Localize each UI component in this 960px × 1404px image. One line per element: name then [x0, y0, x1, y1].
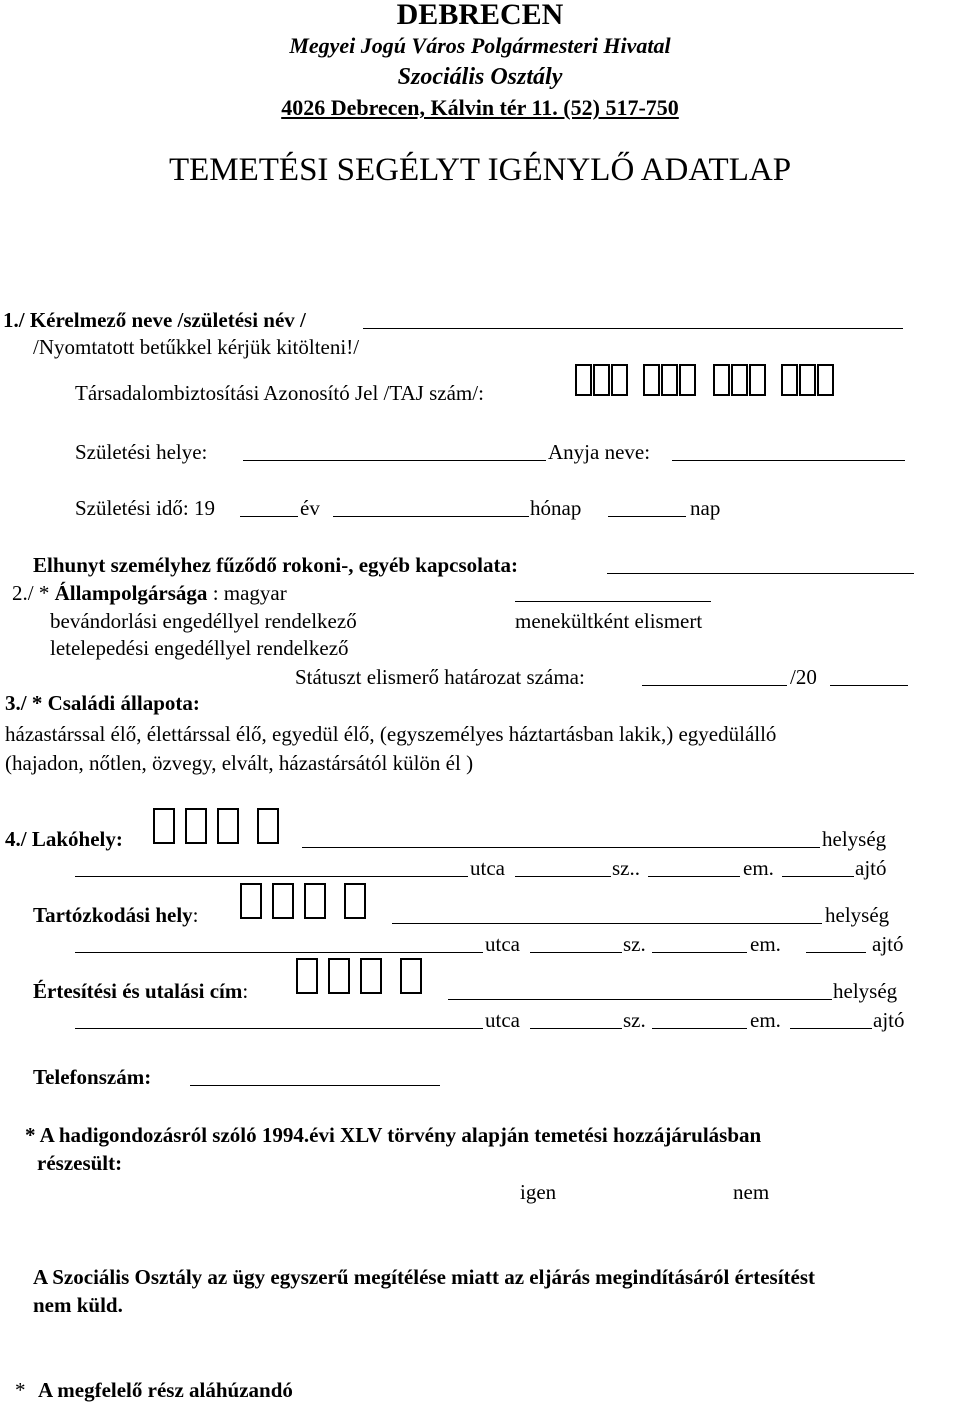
status-year-label: /20 — [790, 665, 817, 689]
citizenship-option-settled[interactable]: letelepedési engedéllyel rendelkező — [50, 636, 349, 660]
taj-digit-box[interactable] — [731, 364, 748, 396]
notification-address-label: Értesítési és utalási cím — [33, 979, 243, 1003]
phone-line[interactable] — [190, 1085, 440, 1086]
temp-residence-city-line[interactable] — [392, 923, 822, 924]
residence-zip-box[interactable] — [153, 808, 175, 844]
residence-label: 4./ Lakóhely: — [5, 827, 123, 851]
citizenship-row: 2./ * Állampolgársága : magyar — [12, 581, 287, 605]
residence-number-line[interactable] — [515, 876, 611, 877]
taj-digit-box[interactable] — [643, 364, 660, 396]
marital-status-options-line2[interactable]: (hajadon, nőtlen, özvegy, elvált, házastársától külön él ) — [5, 751, 474, 775]
print-note: /Nyomtatott betűkkel kérjük kitölteni!/ — [33, 335, 360, 359]
residence-city-line[interactable] — [302, 847, 820, 848]
war-benefit-question-line1: * A hadigondozásról szóló 1994.évi XLV törvény alapján temetési hozzájárulásban — [25, 1123, 762, 1147]
marital-status-options-line1[interactable]: házastárssal élő, élettárssal élő, egyedül élő, (egyszemélyes háztartásban lakik,) egyedülálló — [5, 722, 777, 746]
department-name: Szociális Osztály — [397, 64, 563, 90]
relation-label: Elhunyt személyhez fűződő rokoni-, egyéb kapcsolata: — [33, 553, 518, 577]
residence-number-label: sz.. — [612, 856, 640, 880]
notification-city-line[interactable] — [448, 999, 832, 1000]
office-address: 4026 Debrecen, Kálvin tér 11. (52) 517-750 — [281, 95, 679, 120]
form-title: TEMETÉSI SEGÉLYT IGÉNYLŐ ADATLAP — [168, 152, 792, 188]
temp-residence-row: Tartózkodási hely: — [33, 903, 199, 927]
temp-residence-label: Tartózkodási hely — [33, 903, 193, 927]
temp-residence-door-line[interactable] — [806, 952, 866, 953]
residence-door-label: ajtó — [855, 856, 887, 880]
taj-digit-box[interactable] — [593, 364, 610, 396]
temp-residence-street-label: utca — [485, 932, 520, 956]
applicant-name-line[interactable] — [363, 328, 903, 329]
taj-digit-box[interactable] — [749, 364, 766, 396]
taj-digit-box[interactable] — [781, 364, 798, 396]
taj-label: Társadalombiztosítási Azonosító Jel /TAJ szám/: — [75, 381, 484, 405]
status-year-line[interactable] — [830, 685, 908, 686]
taj-digit-box[interactable] — [661, 364, 678, 396]
notification-address-row: Értesítési és utalási cím: — [33, 979, 249, 1003]
temp-residence-zip-box[interactable] — [344, 883, 366, 919]
residence-zip-box[interactable] — [185, 808, 207, 844]
notice-line2: nem küld. — [33, 1293, 123, 1317]
temp-residence-floor-line[interactable] — [652, 952, 747, 953]
residence-street-line[interactable] — [75, 876, 468, 877]
notification-number-line[interactable] — [530, 1028, 622, 1029]
notification-zip-box[interactable] — [328, 958, 350, 994]
notification-floor-line[interactable] — [652, 1028, 747, 1029]
residence-floor-line[interactable] — [648, 876, 740, 877]
notification-zip-box[interactable] — [400, 958, 422, 994]
taj-digit-box[interactable] — [575, 364, 592, 396]
citizenship-option-refugee[interactable]: menekültként elismert — [515, 609, 703, 633]
taj-digit-box[interactable] — [679, 364, 696, 396]
birth-month-line[interactable] — [333, 516, 529, 517]
war-benefit-question-line2: részesült: — [37, 1151, 123, 1175]
notice-line1: A Szociális Osztály az ügy egyszerű megítélése miatt az eljárás megindításáról értesítést — [33, 1265, 816, 1289]
citizenship-option-magyar[interactable]: magyar — [223, 581, 287, 605]
notification-street-label: utca — [485, 1008, 520, 1032]
notification-street-line[interactable] — [75, 1028, 483, 1029]
citizenship-label: Állampolgársága — [54, 581, 208, 605]
phone-label: Telefonszám: — [33, 1065, 152, 1089]
residence-zip-box[interactable] — [257, 808, 279, 844]
notification-city-label: helység — [833, 979, 898, 1003]
birth-year-line[interactable] — [240, 516, 298, 517]
status-decision-label: Státuszt elismerő határozat száma: — [295, 665, 585, 689]
status-number-line[interactable] — [642, 685, 787, 686]
temp-residence-number-line[interactable] — [530, 952, 622, 953]
office-name: Megyei Jogú Város Polgármesteri Hivatal — [289, 33, 671, 58]
relation-line[interactable] — [607, 573, 914, 574]
notification-zip-box[interactable] — [360, 958, 382, 994]
citizenship-other-line[interactable] — [515, 601, 711, 602]
notification-zip-box[interactable] — [296, 958, 318, 994]
residence-floor-label: em. — [743, 856, 774, 880]
residence-door-line[interactable] — [782, 876, 854, 877]
citizenship-option-immigrant[interactable]: bevándorlási engedéllyel rendelkező — [50, 609, 357, 633]
war-benefit-option-no[interactable]: nem — [733, 1180, 770, 1204]
temp-residence-city-label: helység — [825, 903, 890, 927]
taj-digit-box[interactable] — [713, 364, 730, 396]
year-label: év — [300, 496, 320, 520]
birthdate-label: Születési idő: 19 — [75, 496, 215, 520]
residence-zip-box[interactable] — [217, 808, 239, 844]
residence-street-label: utca — [470, 856, 505, 880]
temp-residence-number-label: sz. — [623, 932, 646, 956]
birth-day-line[interactable] — [608, 516, 686, 517]
notification-door-label: ajtó — [873, 1008, 905, 1032]
notification-number-label: sz. — [623, 1008, 646, 1032]
temp-residence-zip-box[interactable] — [304, 883, 326, 919]
applicant-name-label: 1./ Kérelmező neve /születési név / — [3, 308, 306, 332]
residence-city-label: helység — [822, 827, 887, 851]
temp-residence-door-label: ajtó — [872, 932, 904, 956]
notification-floor-label: em. — [750, 1008, 781, 1032]
temp-residence-zip-box[interactable] — [240, 883, 262, 919]
temp-residence-zip-box[interactable] — [272, 883, 294, 919]
temp-residence-floor-label: em. — [750, 932, 781, 956]
notification-door-line[interactable] — [790, 1028, 872, 1029]
marital-status-label: 3./ * Családi állapota: — [5, 691, 200, 715]
taj-digit-box[interactable] — [817, 364, 834, 396]
temp-residence-street-line[interactable] — [75, 952, 483, 953]
taj-digit-box[interactable] — [799, 364, 816, 396]
mother-name-line[interactable] — [672, 460, 905, 461]
mother-name-label: Anyja neve: — [548, 440, 651, 464]
day-label: nap — [690, 496, 721, 520]
war-benefit-option-yes[interactable]: igen — [520, 1180, 557, 1204]
month-label: hónap — [530, 496, 582, 520]
footnote-star: * — [15, 1378, 26, 1402]
footnote-text: A megfelelő rész aláhúzandó — [38, 1378, 293, 1402]
taj-digit-box[interactable] — [611, 364, 628, 396]
birthplace-label: Születési helye: — [75, 440, 208, 464]
birthplace-line[interactable] — [243, 460, 546, 461]
city-heading: DEBRECEN — [396, 0, 564, 31]
